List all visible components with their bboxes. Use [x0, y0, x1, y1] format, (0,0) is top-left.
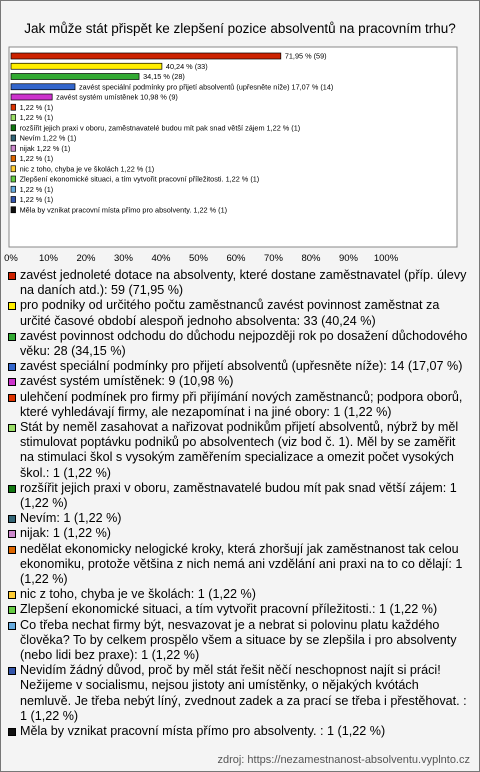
- legend-text: nedělat ekonomicky nelogické kroky, která zhoršují jak zaměstnanost tak celou ekonomiku, protože většina z nich nemá ani vzdělání ani praxi na to co dělají: 1 (1,22 %): [20, 541, 463, 587]
- chart-title: Jak může stát přispět ke zlepšení pozice absolventů na pracovním trhu?: [24, 21, 456, 36]
- legend-swatch: [8, 546, 16, 554]
- bar-9: [11, 135, 16, 141]
- bar-label-4: zavést speciální podmínky pro přijetí absolventů (upřesněte níže) 17,07 % (14): [79, 82, 334, 92]
- legend-swatch: [8, 302, 16, 310]
- legend-text: zavést povinnost odchodu do důchodu nejpozději rok po dosažení důchodového věku: 28 (34,15 %): [20, 328, 468, 359]
- legend-text: nijak: 1 (1,22 %): [20, 526, 111, 541]
- x-tick-label: 90%: [338, 253, 359, 264]
- legend-text: Nevím: 1 (1,22 %): [20, 511, 122, 526]
- bar-10: [11, 145, 16, 151]
- bar-label-2: 40,24 % (33): [165, 61, 208, 71]
- bar-label-10: nijak 1,22 % (1): [19, 143, 71, 153]
- legend-item: [8, 618, 472, 664]
- legend-text: zavést systém umístěnek: 9 (10,98 %): [20, 374, 234, 389]
- legend-item: [8, 390, 472, 420]
- legend-item: [8, 268, 472, 298]
- x-tick-label: 0%: [4, 253, 18, 264]
- legend-text: rozšířit jejich praxi v oboru, zaměstnavatelé budou mít pak snad větší zájem: 1 (1,22 %): [20, 480, 457, 511]
- legend-item: [8, 420, 472, 481]
- legend-text: Měla by vznikat pracovní místa přímo pro absolventy. : 1 (1,22 %): [20, 724, 386, 739]
- bar-7: [11, 115, 16, 121]
- bar-2: [11, 63, 162, 69]
- legend-swatch: [8, 378, 16, 386]
- legend-item: [8, 359, 472, 374]
- legend-swatch: [8, 667, 16, 675]
- bar-16: [11, 207, 16, 213]
- legend-item: [8, 298, 472, 328]
- legend-text: zavést speciální podmínky pro přijetí absolventů (upřesněte níže): 14 (17,07 %): [20, 359, 463, 374]
- x-tick-labels-group: [4, 253, 399, 264]
- bar-13: [11, 176, 16, 182]
- x-tick-label: 50%: [188, 253, 209, 264]
- bar-5: [11, 94, 52, 100]
- bar-14: [11, 186, 16, 192]
- x-tick-label: 30%: [113, 253, 134, 264]
- legend-text: Nevidím žádný důvod, proč by měl stát řešit něčí neschopnost najít si práci! Nežijeme v socialismu, nejsou jistoty ani umístěnky, o nějakých kvótách nemluvě. Je třeba nebýt líný, zvednout zadek a za prací se třeba i přestěhovat. : 1 (1,22 %): [20, 663, 467, 723]
- bar-label-14: 1,22 % (1): [19, 184, 54, 194]
- legend-item: [8, 663, 472, 724]
- legend-text: Stát by neměl zasahovat a nařizovat podnikům přijetí absolventů, nýbrž by měl stimulovat poptávku podniků po absolventech (viz bod č. 1). Měl by se zaměřit na stimulaci škol s vysokým zaměřením specializace a omezit počet vysokých škol.: 1 (1,22 %): [20, 420, 459, 480]
- bar-label-1: 71,95 % (59): [284, 51, 327, 61]
- x-tick-label: 10%: [38, 253, 59, 264]
- legend-item: [8, 374, 472, 389]
- legend-item: [8, 587, 472, 602]
- legend-swatch: [8, 363, 16, 371]
- bar-label-16: Měla by vznikat pracovní místa přímo pro absolventy. 1,22 % (1): [19, 205, 228, 215]
- bar-1: [11, 53, 281, 59]
- legend-item: [8, 511, 472, 526]
- legend-swatch: [8, 272, 16, 280]
- legend-swatch: [8, 530, 16, 538]
- bar-label-15: 1,22 % (1): [19, 195, 54, 204]
- source-note: zdroj: https://nezamestnanost-absolventu.vyplnto.cz: [217, 754, 470, 766]
- legend-swatch: [8, 394, 16, 402]
- x-tick-label: 60%: [226, 253, 246, 264]
- legend-swatch: [8, 728, 16, 736]
- legend-swatch: [8, 333, 16, 341]
- x-tick-label: 80%: [301, 253, 321, 264]
- legend: [8, 268, 472, 739]
- bar-6: [11, 104, 16, 110]
- x-tick-label: 70%: [263, 253, 284, 264]
- bar-label-11: 1,22 % (1): [19, 154, 54, 163]
- legend-text: ulehčení podmínek pro firmy při přijímání nových zaměstnanců; podpora oborů, které vyhledávají firmy, ale nezapomínat i na jiné obory: 1 (1,22 %): [20, 389, 463, 419]
- legend-swatch: [8, 606, 16, 614]
- bar-15: [11, 197, 16, 203]
- bar-8: [11, 125, 16, 131]
- legend-item: [8, 526, 472, 541]
- legend-swatch: [8, 515, 16, 523]
- x-tick-label: 20%: [76, 253, 96, 264]
- legend-swatch: [8, 485, 16, 493]
- bar-label-3: 34,15 % (28): [143, 72, 185, 81]
- bar-label-7: 1,22 % (1): [19, 113, 54, 122]
- legend-item: [8, 481, 472, 511]
- bar-12: [11, 166, 16, 172]
- bar-label-13: Zlepšení ekonomické situaci, a tím vytvořit pracovní příležitosti. 1,22 % (1): [19, 174, 260, 184]
- legend-text: zavést jednoleté dotace na absolventy, které dostane zaměstnavatel (příp. úlevy na daních atd.): 59 (71,95 %): [20, 268, 467, 298]
- bar-11: [11, 156, 16, 162]
- x-tick-label: 40%: [151, 253, 171, 264]
- legend-item: [8, 542, 472, 588]
- legend-swatch: [8, 424, 16, 432]
- legend-text: Co třeba nechat firmy být, nesvazovat je a nebrat si polovinu platu každého člověka? To by celkem prospělo všem a situace by se zlepšila i pro absolventy (nebo lidi bez praxe): 1 (1,22 %): [20, 617, 457, 663]
- legend-swatch: [8, 591, 16, 599]
- legend-item: [8, 724, 472, 739]
- legend-text: Zlepšení ekonomické situaci, a tím vytvořit pracovní příležitosti.: 1 (1,22 %): [20, 602, 438, 617]
- legend-item: [8, 602, 472, 617]
- bar-label-8: rozšířit jejich praxi v oboru, zaměstnavatelé budou mít pak snad větší zájem 1,22 % (1): [19, 123, 301, 133]
- bar-3: [11, 74, 139, 80]
- legend-text: nic z toho, chyba je ve školách: 1 (1,22 %): [20, 587, 256, 602]
- bar-4: [11, 84, 75, 90]
- bar-label-6: 1,22 % (1): [19, 102, 54, 112]
- bar-label-5: zavést systém umístěnek 10,98 % (9): [56, 92, 178, 102]
- x-tick-label: 100%: [373, 253, 399, 264]
- bar-label-12: nic z toho, chyba je ve školách 1,22 % (1): [19, 164, 155, 174]
- bar-label-9: Nevím 1,22 % (1): [19, 133, 77, 143]
- legend-text: pro podniky od určitého počtu zaměstnanců zavést povinnost zaměstnat za určité časové období alespoň jednoho absolventa: 33 (40,24 %): [20, 298, 440, 328]
- legend-item: [8, 329, 472, 359]
- bar-chart: [0, 0, 480, 268]
- legend-swatch: [8, 622, 16, 630]
